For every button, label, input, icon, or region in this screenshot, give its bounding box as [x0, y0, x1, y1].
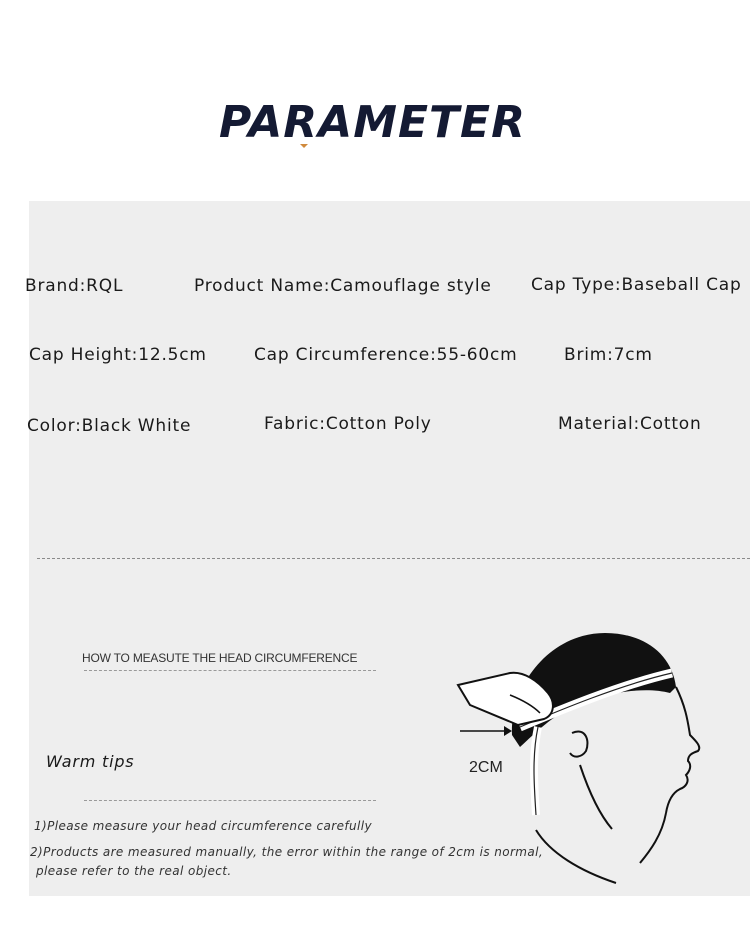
- gap-arrow-head: [504, 726, 512, 736]
- page-title: PARAMETER: [219, 97, 526, 148]
- param-brim: Brim:7cm: [564, 345, 653, 365]
- param-cap-circumference: Cap Circumference:55-60cm: [254, 345, 518, 365]
- neck-front: [640, 813, 666, 863]
- head-measure-illustration: [440, 615, 720, 895]
- title-accent-mark: [300, 144, 308, 148]
- param-fabric: Fabric:Cotton Poly: [264, 414, 432, 434]
- param-color: Color:Black White: [27, 416, 192, 436]
- section-divider: [37, 558, 750, 559]
- ear-shape: [570, 732, 587, 757]
- warm-tips-heading: Warm tips: [46, 752, 135, 771]
- param-material: Material:Cotton: [558, 414, 702, 434]
- howto-underline: [84, 670, 376, 671]
- neck-line: [580, 765, 612, 829]
- param-brand: Brand:RQL: [25, 276, 124, 296]
- tip-1: 1)Please measure your head circumference carefully: [34, 819, 373, 833]
- shoulder-line: [536, 830, 616, 883]
- howto-heading: HOW TO MEASUTE THE HEAD CIRCUMFERENCE: [82, 651, 358, 665]
- param-product-name: Product Name:Camouflage style: [194, 276, 492, 296]
- warm-tips-underline: [84, 800, 376, 801]
- tip-2-line-2: please refer to the real object.: [36, 864, 232, 878]
- measure-gap-label: 2CM: [469, 759, 503, 776]
- param-cap-height: Cap Height:12.5cm: [29, 345, 207, 365]
- tip-2-line-1: 2)Products are measured manually, the error within the range of 2cm is normal,: [30, 845, 544, 859]
- face-profile: [666, 687, 699, 813]
- param-cap-type: Cap Type:Baseball Cap: [531, 275, 742, 295]
